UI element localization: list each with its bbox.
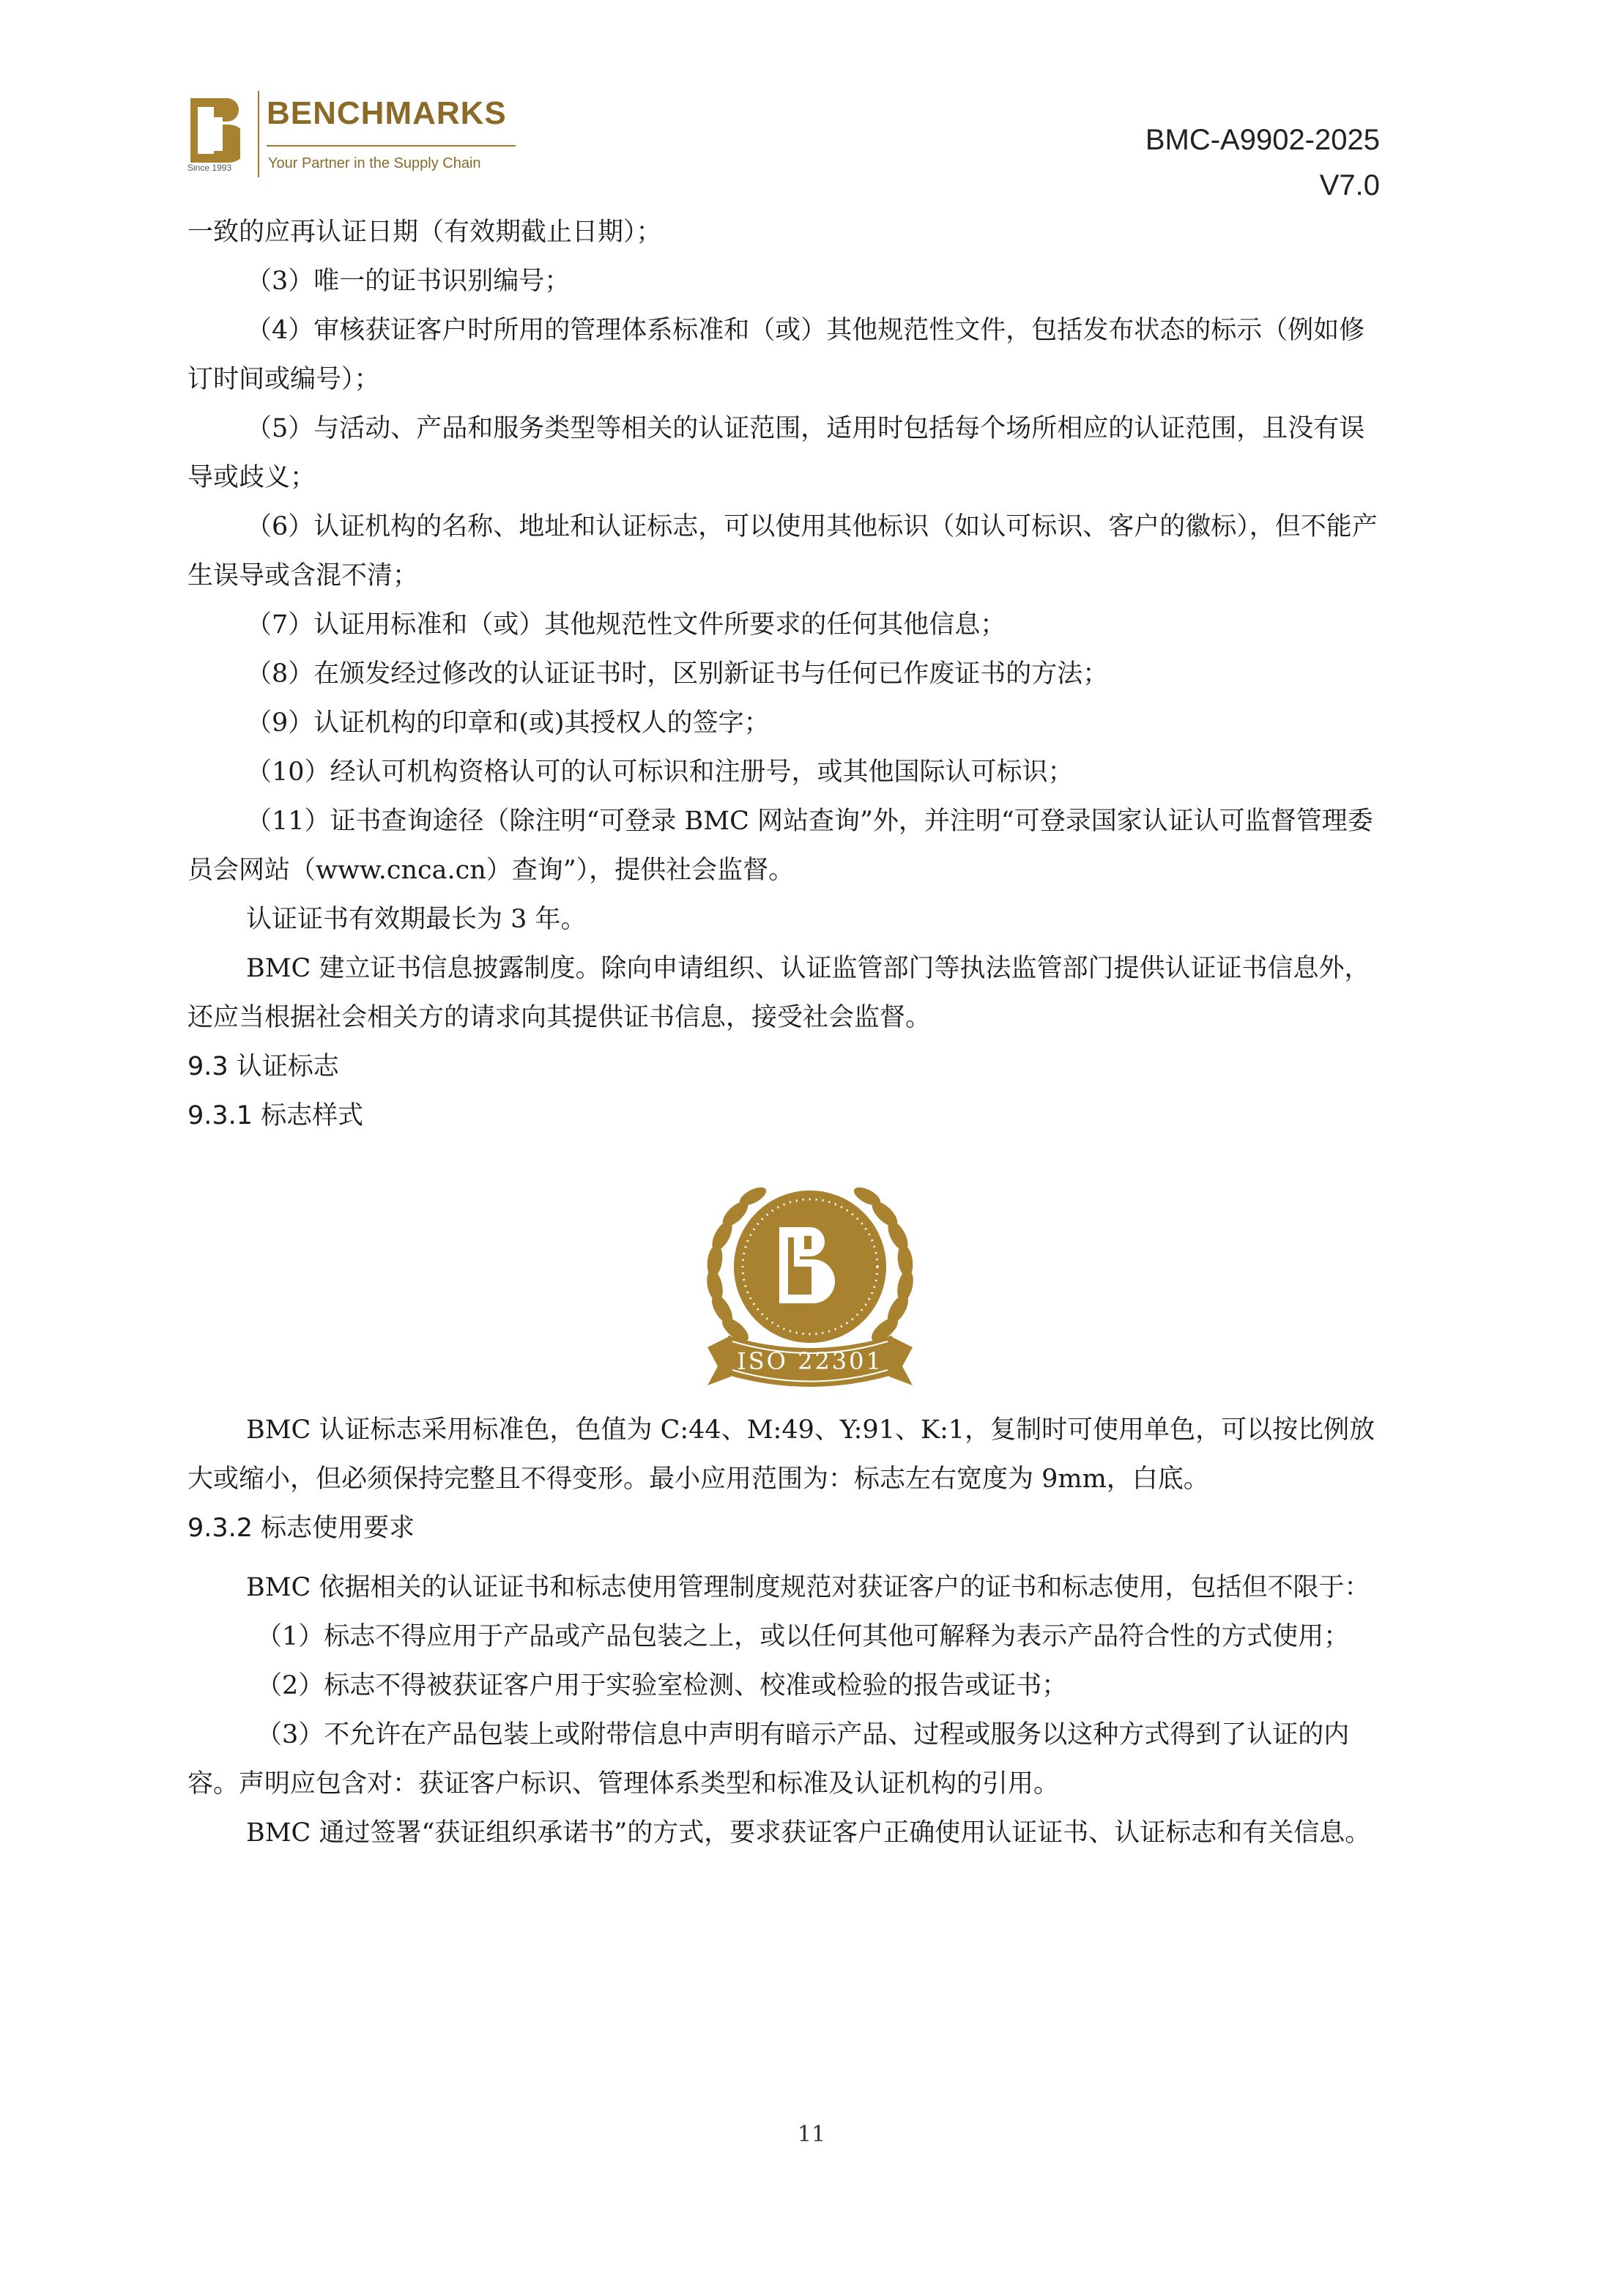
paragraph: （3）不允许在产品包装上或附带信息中声明有暗示产品、过程或服务以这种方式得到了认证的内容。声明应包含对：获证客户标识、管理体系类型和标准及认证机构的引用。 <box>187 1720 1350 1799</box>
paragraph: （7）认证用标准和（或）其他规范性文件所要求的任何其他信息； <box>246 610 1006 640</box>
paragraph: （9）认证机构的印章和(或)其授权人的签字； <box>246 708 770 738</box>
doc-header-code <box>1145 117 1380 208</box>
paragraph: BMC 认证标志采用标准色，色值为 C:44、M:49、Y:91、K:1，复制时可使用单色，可以按比例放大或缩小，但必须保持完整且不得变形。最小应用范围为：标志左右宽度为 9mm，白底。 <box>187 1415 1375 1494</box>
paragraph: （10）经认可机构资格认可的认可标识和注册号，或其他国际认可标识； <box>246 758 1074 787</box>
paragraph: BMC 依据相关的认证证书和标志使用管理制度规范对获证客户的证书和标志使用，包括但不限于： <box>246 1573 1370 1602</box>
paragraph: 一致的应再认证日期（有效期截止日期）； <box>187 218 662 247</box>
paragraph: （3）唯一的证书识别编号； <box>246 267 571 296</box>
paragraph: （1）标志不得应用于产品或产品包装之上，或以任何其他可解释为表示产品符合性的方式使用； <box>256 1622 1350 1651</box>
paragraph: 认证证书有效期最长为 3 年。 <box>246 905 587 934</box>
paragraph: （2）标志不得被获证客户用于实验室检测、校准或检验的报告或证书； <box>256 1671 1068 1700</box>
certification-emblem-icon <box>693 1157 927 1393</box>
paragraph: （5）与活动、产品和服务类型等相关的认证范围，适用时包括每个场所相应的认证范围，且没有误导或歧义； <box>187 414 1365 492</box>
paragraph: BMC 通过签署“获证组织承诺书”的方式，要求获证客户正确使用认证证书、认证标志和有关信息。 <box>246 1818 1371 1848</box>
paragraph: （11）证书查询途径（除注明“可登录 BMC 网站查询”外，并注明“可登录国家认证认可监督管理委员会网站（www.cnca.cn）查询”），提供社会监督。 <box>187 807 1373 885</box>
section-heading: 9.3.2 标志使用要求 <box>187 1514 415 1543</box>
paragraph: BMC 建立证书信息披露制度。除向申请组织、认证监管部门等执法监管部门提供认证证书信息外，还应当根据社会相关方的请求向其提供证书信息，接受社会监督。 <box>187 954 1370 1032</box>
doc-version: V7.0 <box>1319 169 1380 201</box>
paragraph: （8）在颁发经过修改的认证证书时，区别新证书与任何已作废证书的方法； <box>246 659 1109 689</box>
section-heading: 9.3 认证标志 <box>187 1052 339 1081</box>
paragraph: （6）认证机构的名称、地址和认证标志，可以使用其他标识（如认可标识、客户的徽标），但不能产生误导或含混不清； <box>187 512 1378 590</box>
header-logo <box>187 91 524 179</box>
section-heading: 9.3.1 标志样式 <box>187 1101 364 1130</box>
emblem-container <box>187 1157 1381 1393</box>
logo-divider <box>258 91 259 177</box>
doc-code: BMC-A9902-2025 <box>1145 124 1380 156</box>
logo-underline <box>267 145 516 147</box>
logo-name: BENCHMARKS <box>267 95 507 131</box>
emblem-banner-text: ISO 22301 <box>737 1347 883 1375</box>
page-number: 11 <box>797 2122 826 2147</box>
logo-since: Since 1993 <box>187 163 232 173</box>
paragraph: （4）审核获证客户时所用的管理体系标准和（或）其他规范性文件，包括发布状态的标示（例如修订时间或编号）； <box>187 316 1365 394</box>
document-body <box>187 208 1381 1858</box>
benchmarks-logo-icon <box>187 95 240 169</box>
logo-tagline: Your Partner in the Supply Chain <box>268 155 481 171</box>
